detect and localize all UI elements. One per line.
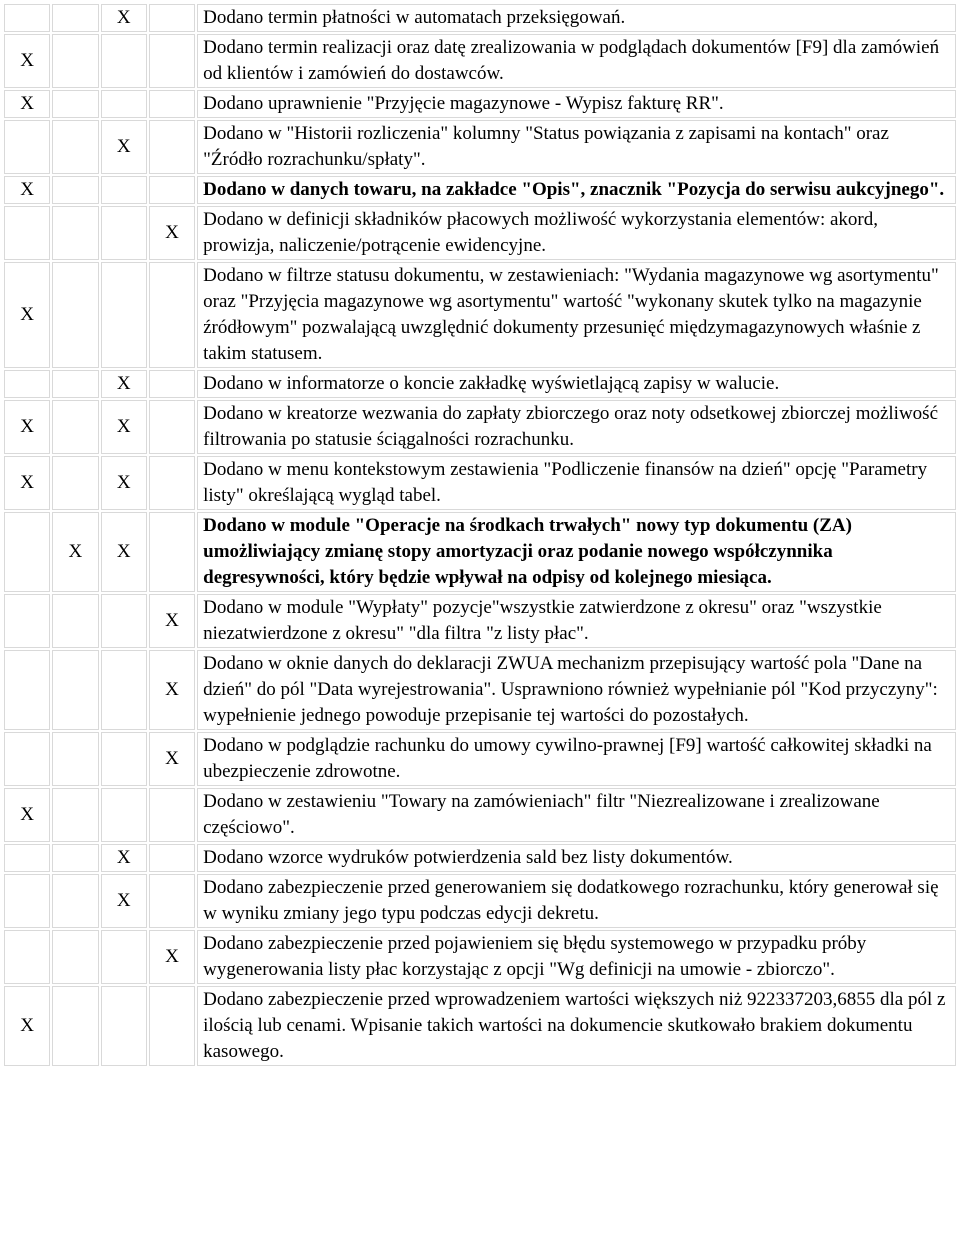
change-description: Dodano w filtrze statusu dokumentu, w zestawieniach: "Wydania magazynowe wg asortymentu" oraz "Przyjęcia magazynowe wg asortymentu" wartość "wykonany skutek tylko na magazynie źródłowym" pozwalającą uwzględnić dokumenty przesunięć międzymagazynowych właśnie z takim statusem. bbox=[197, 262, 956, 368]
mark-cell-1: X bbox=[4, 986, 50, 1066]
table-row bbox=[4, 594, 956, 648]
mark-cell-3: X bbox=[101, 456, 147, 510]
mark-cell-1 bbox=[4, 594, 50, 648]
mark-cell-3: X bbox=[101, 844, 147, 872]
change-description: Dodano wzorce wydruków potwierdzenia sald bez listy dokumentów. bbox=[197, 844, 956, 872]
changelog-table-body bbox=[4, 4, 956, 1066]
table-row bbox=[4, 512, 956, 592]
mark-cell-2: X bbox=[52, 512, 98, 592]
mark-cell-2 bbox=[52, 788, 98, 842]
change-description: Dodano w module "Operacje na środkach trwałych" nowy typ dokumentu (ZA) umożliwiający zmianę stopy amortyzacji oraz podanie nowego współczynnika degresywności, który będzie wpływał na odpisy od kolejnego miesiąca. bbox=[197, 512, 956, 592]
change-description: Dodano uprawnienie "Przyjęcie magazynowe - Wypisz fakturę RR". bbox=[197, 90, 956, 118]
mark-cell-3 bbox=[101, 732, 147, 786]
mark-cell-3 bbox=[101, 788, 147, 842]
mark-cell-2 bbox=[52, 176, 98, 204]
mark-cell-4: X bbox=[149, 650, 195, 730]
mark-cell-4 bbox=[149, 788, 195, 842]
changelog-table bbox=[2, 2, 958, 1068]
change-description: Dodano w menu kontekstowym zestawienia "Podliczenie finansów na dzień" opcję "Parametry listy" określającą wygląd tabel. bbox=[197, 456, 956, 510]
mark-cell-4 bbox=[149, 262, 195, 368]
table-row bbox=[4, 650, 956, 730]
mark-cell-2 bbox=[52, 90, 98, 118]
change-description: Dodano w podglądzie rachunku do umowy cywilno-prawnej [F9] wartość całkowitej składki na ubezpieczenie zdrowotne. bbox=[197, 732, 956, 786]
mark-cell-1: X bbox=[4, 788, 50, 842]
mark-cell-2 bbox=[52, 206, 98, 260]
table-row bbox=[4, 370, 956, 398]
table-row bbox=[4, 34, 956, 88]
mark-cell-3 bbox=[101, 34, 147, 88]
mark-cell-3: X bbox=[101, 370, 147, 398]
mark-cell-4 bbox=[149, 874, 195, 928]
mark-cell-3 bbox=[101, 650, 147, 730]
mark-cell-3 bbox=[101, 90, 147, 118]
mark-cell-1 bbox=[4, 120, 50, 174]
mark-cell-4 bbox=[149, 512, 195, 592]
mark-cell-4 bbox=[149, 844, 195, 872]
mark-cell-4 bbox=[149, 986, 195, 1066]
change-description: Dodano zabezpieczenie przed pojawieniem się błędu systemowego w przypadku próby wygenerowania listy płac korzystając z opcji "Wg definicji na umowie - zbiorczo". bbox=[197, 930, 956, 984]
change-description: Dodano w danych towaru, na zakładce "Opis", znacznik "Pozycja do serwisu aukcyjnego". bbox=[197, 176, 956, 204]
change-description: Dodano w informatorze o koncie zakładkę wyświetlającą zapisy w walucie. bbox=[197, 370, 956, 398]
change-description: Dodano w module "Wypłaty" pozycje"wszystkie zatwierdzone z okresu" oraz "wszystkie niezatwierdzone z okresu" "dla filtra "z listy płac". bbox=[197, 594, 956, 648]
mark-cell-2 bbox=[52, 844, 98, 872]
mark-cell-4: X bbox=[149, 206, 195, 260]
mark-cell-3 bbox=[101, 594, 147, 648]
mark-cell-4: X bbox=[149, 930, 195, 984]
table-row bbox=[4, 874, 956, 928]
mark-cell-3: X bbox=[101, 4, 147, 32]
table-row bbox=[4, 456, 956, 510]
mark-cell-3 bbox=[101, 986, 147, 1066]
table-row bbox=[4, 120, 956, 174]
mark-cell-4 bbox=[149, 90, 195, 118]
mark-cell-2 bbox=[52, 732, 98, 786]
table-row bbox=[4, 4, 956, 32]
mark-cell-2 bbox=[52, 930, 98, 984]
change-description: Dodano zabezpieczenie przed generowaniem się dodatkowego rozrachunku, który generował się w wyniku zmiany jego typu podczas edycji dekretu. bbox=[197, 874, 956, 928]
mark-cell-2 bbox=[52, 874, 98, 928]
mark-cell-2 bbox=[52, 400, 98, 454]
mark-cell-4: X bbox=[149, 732, 195, 786]
table-row bbox=[4, 176, 956, 204]
mark-cell-2 bbox=[52, 120, 98, 174]
table-row bbox=[4, 788, 956, 842]
mark-cell-1 bbox=[4, 930, 50, 984]
change-description: Dodano w zestawieniu "Towary na zamówieniach" filtr "Niezrealizowane i zrealizowane częściowo". bbox=[197, 788, 956, 842]
mark-cell-1 bbox=[4, 844, 50, 872]
change-description: Dodano w kreatorze wezwania do zapłaty zbiorczego oraz noty odsetkowej zbiorczej możliwość filtrowania po statusie ściągalności rozrachunku. bbox=[197, 400, 956, 454]
mark-cell-1: X bbox=[4, 262, 50, 368]
mark-cell-2 bbox=[52, 986, 98, 1066]
mark-cell-4 bbox=[149, 120, 195, 174]
table-row bbox=[4, 206, 956, 260]
mark-cell-1 bbox=[4, 206, 50, 260]
mark-cell-4 bbox=[149, 176, 195, 204]
mark-cell-3: X bbox=[101, 874, 147, 928]
mark-cell-3 bbox=[101, 930, 147, 984]
table-row bbox=[4, 732, 956, 786]
mark-cell-2 bbox=[52, 370, 98, 398]
change-description: Dodano w "Historii rozliczenia" kolumny "Status powiązania z zapisami na kontach" oraz "Źródło rozrachunku/spłaty". bbox=[197, 120, 956, 174]
mark-cell-1: X bbox=[4, 90, 50, 118]
table-row bbox=[4, 844, 956, 872]
mark-cell-1 bbox=[4, 4, 50, 32]
mark-cell-4 bbox=[149, 34, 195, 88]
table-row bbox=[4, 262, 956, 368]
mark-cell-3: X bbox=[101, 120, 147, 174]
mark-cell-3 bbox=[101, 262, 147, 368]
mark-cell-1: X bbox=[4, 176, 50, 204]
table-row bbox=[4, 400, 956, 454]
mark-cell-1 bbox=[4, 732, 50, 786]
mark-cell-1 bbox=[4, 650, 50, 730]
mark-cell-1: X bbox=[4, 400, 50, 454]
mark-cell-2 bbox=[52, 594, 98, 648]
table-row bbox=[4, 986, 956, 1066]
change-description: Dodano termin realizacji oraz datę zrealizowania w podglądach dokumentów [F9] dla zamówień od klientów i zamówień do dostawców. bbox=[197, 34, 956, 88]
table-row bbox=[4, 90, 956, 118]
mark-cell-4: X bbox=[149, 594, 195, 648]
mark-cell-2 bbox=[52, 4, 98, 32]
mark-cell-2 bbox=[52, 262, 98, 368]
change-description: Dodano termin płatności w automatach przeksięgowań. bbox=[197, 4, 956, 32]
mark-cell-2 bbox=[52, 456, 98, 510]
mark-cell-1 bbox=[4, 370, 50, 398]
mark-cell-2 bbox=[52, 34, 98, 88]
mark-cell-4 bbox=[149, 4, 195, 32]
mark-cell-4 bbox=[149, 456, 195, 510]
table-row bbox=[4, 930, 956, 984]
mark-cell-4 bbox=[149, 400, 195, 454]
mark-cell-3 bbox=[101, 206, 147, 260]
mark-cell-3: X bbox=[101, 512, 147, 592]
mark-cell-1 bbox=[4, 874, 50, 928]
change-description: Dodano w definicji składników płacowych możliwość wykorzystania elementów: akord, prowizja, naliczenie/potrącenie ewidencyjne. bbox=[197, 206, 956, 260]
mark-cell-3 bbox=[101, 176, 147, 204]
change-description: Dodano w oknie danych do deklaracji ZWUA mechanizm przepisujący wartość pola "Dane na dzień" do pól "Data wyrejestrowania". Usprawniono również wypełnianie pól "Kod przyczyny": wypełnienie jednego powoduje przepisanie tej wartości do pozostałych. bbox=[197, 650, 956, 730]
mark-cell-2 bbox=[52, 650, 98, 730]
mark-cell-3: X bbox=[101, 400, 147, 454]
mark-cell-4 bbox=[149, 370, 195, 398]
mark-cell-1: X bbox=[4, 456, 50, 510]
mark-cell-1: X bbox=[4, 34, 50, 88]
change-description: Dodano zabezpieczenie przed wprowadzeniem wartości większych niż 922337203,6855 dla pól z ilością lub cenami. Wpisanie takich wartości na dokumencie skutkowało brakiem dokumentu kasowego. bbox=[197, 986, 956, 1066]
mark-cell-1 bbox=[4, 512, 50, 592]
